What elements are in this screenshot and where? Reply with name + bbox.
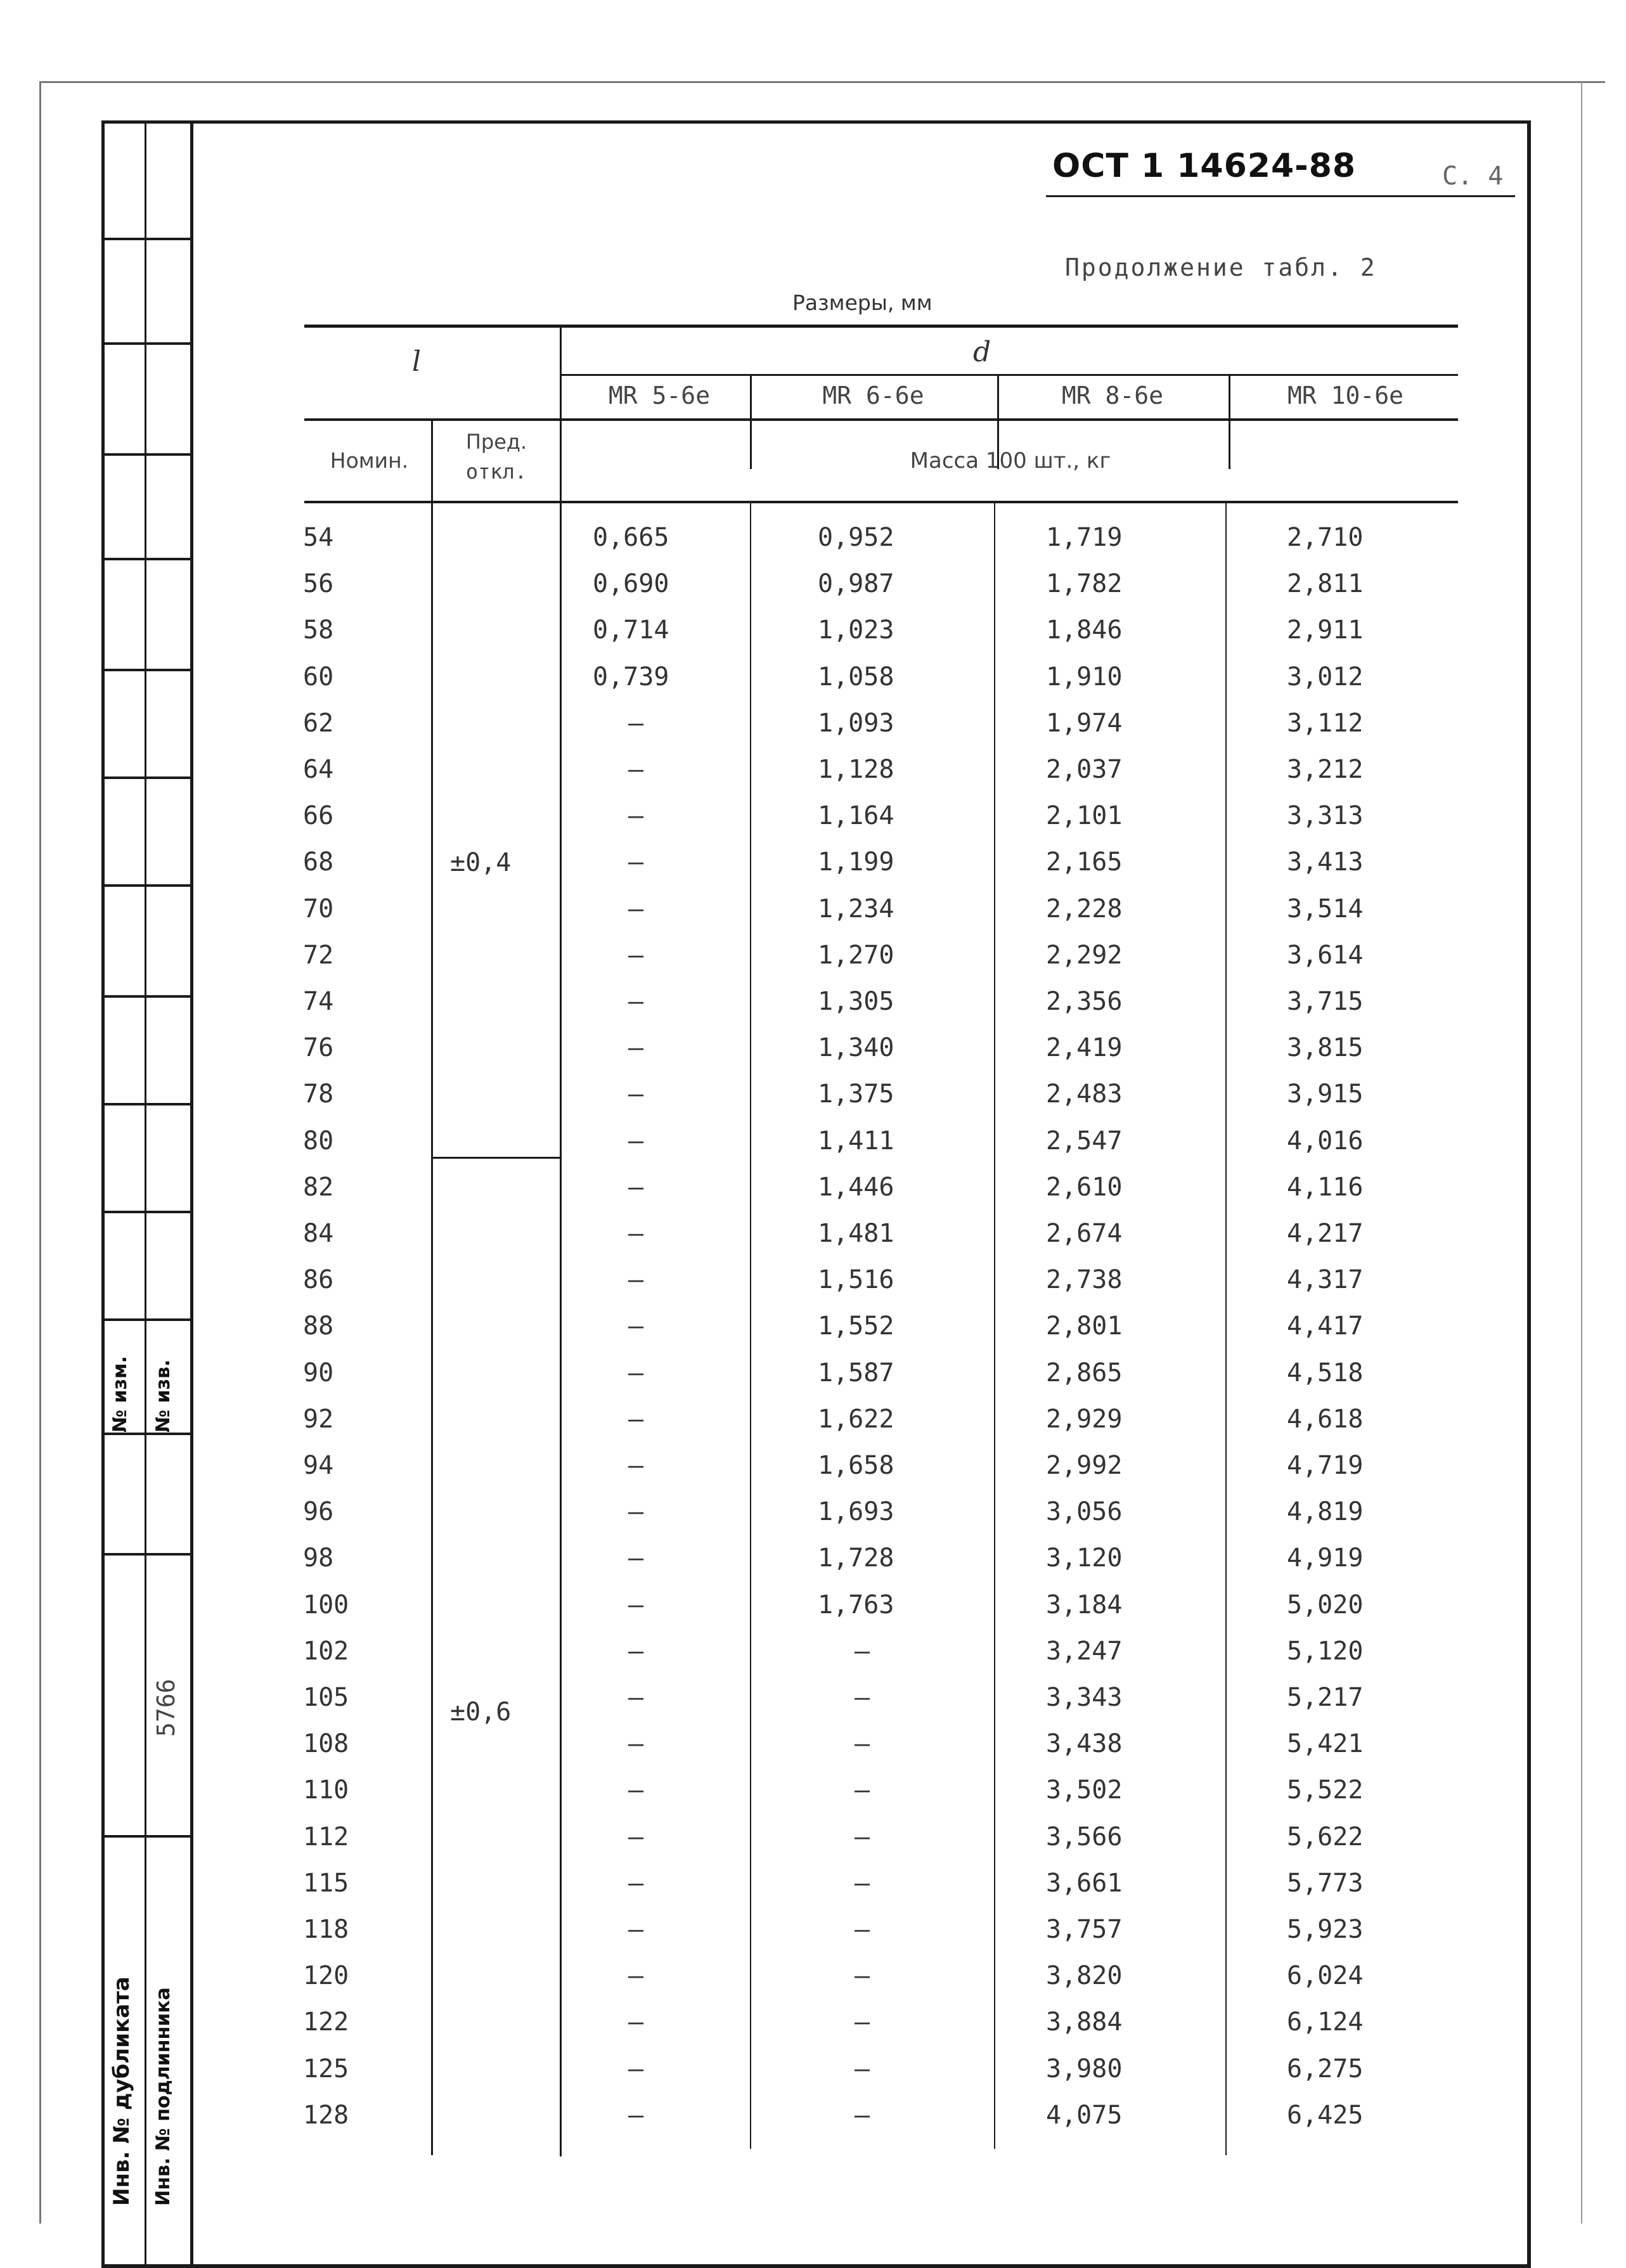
mass-cell-mr10: 6,124 — [1287, 2007, 1364, 2037]
mass-cell-mr8: 4,075 — [1046, 2101, 1123, 2130]
mass-cell-mr5: – — [628, 1590, 644, 1620]
mass-cell-mr10: 5,622 — [1287, 1822, 1364, 1852]
mass-cell-mr5: 0,739 — [593, 662, 669, 692]
mass-cell-mr6: 1,658 — [818, 1451, 894, 1480]
mass-cell-mr5: 0,665 — [593, 523, 669, 552]
tolerance-2: ±0,6 — [450, 1698, 512, 1727]
header-nomin: Номин. — [330, 448, 409, 473]
mass-cell-mr5: – — [628, 1822, 644, 1852]
mass-cell-mr6: 1,481 — [818, 1219, 894, 1248]
mass-cell-mr6: 1,093 — [818, 709, 894, 738]
mass-cell-mr8: 3,056 — [1046, 1497, 1123, 1526]
length-cell: 118 — [303, 1915, 349, 1944]
mass-cell-mr8: 1,846 — [1046, 615, 1123, 645]
mass-cell-mr10: 5,020 — [1287, 1590, 1364, 1620]
mass-cell-mr5: – — [628, 1775, 644, 1805]
mass-cell-mr5: – — [628, 1543, 644, 1573]
mass-cell-mr8: 2,101 — [1046, 801, 1123, 830]
length-cell: 74 — [303, 987, 334, 1016]
length-cell: 115 — [303, 1869, 349, 1898]
page-edge-right — [1581, 81, 1582, 2224]
mass-cell-mr5: – — [628, 1358, 644, 1388]
mass-cell-mr6: – — [854, 1683, 870, 1712]
doc-code: ОСТ 1 14624-88 — [1052, 147, 1357, 185]
mass-cell-mr6: – — [854, 1637, 870, 1666]
header-mr5: MR 5-6e — [608, 382, 711, 409]
mass-cell-mr5: – — [628, 847, 644, 877]
header-pred-1: Пред. — [465, 430, 527, 454]
length-cell: 84 — [303, 1219, 334, 1248]
mass-cell-mr6: 1,270 — [818, 941, 894, 970]
mass-cell-mr8: 3,566 — [1046, 1822, 1123, 1852]
header-l: l — [412, 345, 422, 378]
mass-cell-mr6: 1,340 — [818, 1033, 894, 1062]
mass-cell-mr10: 3,413 — [1287, 847, 1364, 877]
mass-cell-mr6: 1,552 — [818, 1311, 894, 1341]
length-cell: 98 — [303, 1543, 334, 1573]
mass-cell-mr8: 2,992 — [1046, 1451, 1123, 1480]
header-pred-2: откл. — [465, 460, 527, 484]
mass-cell-mr6: – — [854, 2054, 870, 2084]
mass-cell-mr10: 4,518 — [1287, 1358, 1364, 1388]
mass-cell-mr10: 3,614 — [1287, 941, 1364, 970]
duplicate-number: 5766 — [152, 1678, 180, 1737]
mass-cell-mr10: 3,514 — [1287, 894, 1364, 924]
mass-cell-mr5: – — [628, 2101, 644, 2130]
length-cell: 88 — [303, 1311, 334, 1341]
length-cell: 102 — [303, 1637, 349, 1666]
tolerance-1: ±0,4 — [450, 848, 512, 877]
mass-cell-mr8: 2,165 — [1046, 847, 1123, 877]
length-cell: 86 — [303, 1265, 334, 1294]
mass-cell-mr10: 3,915 — [1287, 1079, 1364, 1109]
mass-cell-mr6: 1,763 — [818, 1590, 894, 1620]
mass-cell-mr8: 2,738 — [1046, 1265, 1123, 1294]
length-cell: 122 — [303, 2007, 349, 2037]
mass-cell-mr10: 4,016 — [1287, 1126, 1364, 1156]
mass-cell-mr6: 1,693 — [818, 1497, 894, 1526]
length-cell: 66 — [303, 801, 334, 830]
mass-cell-mr8: 2,865 — [1046, 1358, 1123, 1388]
mass-cell-mr5: – — [628, 1683, 644, 1712]
mass-cell-mr8: 1,719 — [1046, 523, 1123, 552]
mass-cell-mr5: – — [628, 941, 644, 970]
mass-cell-mr8: 3,343 — [1046, 1683, 1123, 1712]
mass-cell-mr8: 2,037 — [1046, 755, 1123, 784]
mass-cell-mr8: 3,438 — [1046, 1729, 1123, 1758]
mass-cell-mr6: 1,622 — [818, 1405, 894, 1434]
izm-label: № изм. — [109, 1356, 131, 1433]
length-cell: 54 — [303, 523, 334, 552]
mass-cell-mr5: – — [628, 987, 644, 1016]
mass-cell-mr5: – — [628, 1033, 644, 1062]
mass-cell-mr5: – — [628, 1126, 644, 1156]
izv-label: № изв. — [152, 1359, 174, 1433]
mass-cell-mr10: 3,715 — [1287, 987, 1364, 1016]
mass-cell-mr10: 5,773 — [1287, 1869, 1364, 1898]
mass-cell-mr6: 1,375 — [818, 1079, 894, 1109]
mass-cell-mr10: 6,425 — [1287, 2101, 1364, 2130]
mass-cell-mr8: 3,820 — [1046, 1961, 1123, 1990]
mass-cell-mr6: 1,058 — [818, 662, 894, 692]
mass-cell-mr6: 1,516 — [818, 1265, 894, 1294]
mass-cell-mr10: 6,024 — [1287, 1961, 1364, 1990]
mass-cell-mr10: 5,421 — [1287, 1729, 1364, 1758]
mass-cell-mr6: – — [854, 2007, 870, 2037]
doc-code-underline — [1046, 195, 1515, 197]
mass-cell-mr8: 1,974 — [1046, 709, 1123, 738]
mass-cell-mr6: 1,446 — [818, 1173, 894, 1202]
mass-cell-mr5: – — [628, 1869, 644, 1898]
mass-cell-mr10: 4,719 — [1287, 1451, 1364, 1480]
mass-cell-mr8: 1,782 — [1046, 569, 1123, 598]
mass-cell-mr8: 2,419 — [1046, 1033, 1123, 1062]
mass-cell-mr6: – — [854, 1822, 870, 1852]
page-edge-left — [39, 81, 41, 2224]
mass-cell-mr8: 2,356 — [1046, 987, 1123, 1016]
mass-cell-mr5: – — [628, 2054, 644, 2084]
mass-cell-mr5: – — [628, 709, 644, 738]
mass-cell-mr6: 1,728 — [818, 1543, 894, 1573]
length-cell: 58 — [303, 615, 334, 645]
mass-cell-mr5: 0,690 — [593, 569, 669, 598]
mass-cell-mr10: 4,217 — [1287, 1219, 1364, 1248]
length-cell: 62 — [303, 709, 334, 738]
mass-cell-mr10: 4,819 — [1287, 1497, 1364, 1526]
length-cell: 128 — [303, 2101, 349, 2130]
length-cell: 92 — [303, 1405, 334, 1434]
length-cell: 105 — [303, 1683, 349, 1712]
length-cell: 76 — [303, 1033, 334, 1062]
length-cell: 94 — [303, 1451, 334, 1480]
mass-cell-mr5: – — [628, 894, 644, 924]
mass-cell-mr6: – — [854, 1961, 870, 1990]
mass-cell-mr8: 3,120 — [1046, 1543, 1123, 1573]
mass-cell-mr10: 4,317 — [1287, 1265, 1364, 1294]
mass-cell-mr6: 0,987 — [818, 569, 894, 598]
mass-cell-mr8: 1,910 — [1046, 662, 1123, 692]
mass-cell-mr8: 2,547 — [1046, 1126, 1123, 1156]
mass-cell-mr8: 2,483 — [1046, 1079, 1123, 1109]
mass-cell-mr6: 1,305 — [818, 987, 894, 1016]
mass-cell-mr6: 1,128 — [818, 755, 894, 784]
mass-cell-mr6: 1,411 — [818, 1126, 894, 1156]
mass-cell-mr8: 3,661 — [1046, 1869, 1123, 1898]
length-cell: 100 — [303, 1590, 349, 1620]
mass-cell-mr10: 5,522 — [1287, 1775, 1364, 1805]
header-mr6: MR 6-6e — [822, 382, 924, 409]
mass-cell-mr10: 3,212 — [1287, 755, 1364, 784]
mass-cell-mr10: 4,116 — [1287, 1173, 1364, 1202]
mass-cell-mr8: 3,980 — [1046, 2054, 1123, 2084]
length-cell: 96 — [303, 1497, 334, 1526]
mass-cell-mr6: 1,164 — [818, 801, 894, 830]
continuation-label: Продолжение табл. 2 — [1065, 254, 1377, 281]
mass-cell-mr10: 3,313 — [1287, 801, 1364, 830]
length-cell: 112 — [303, 1822, 349, 1852]
mass-cell-mr8: 2,801 — [1046, 1311, 1123, 1341]
length-cell: 68 — [303, 847, 334, 877]
length-cell: 72 — [303, 941, 334, 970]
mass-cell-mr5: – — [628, 755, 644, 784]
mass-cell-mr8: 2,929 — [1046, 1405, 1123, 1434]
mass-cell-mr10: 5,217 — [1287, 1683, 1364, 1712]
mass-cell-mr5: – — [628, 1637, 644, 1666]
mass-cell-mr6: – — [854, 1729, 870, 1758]
header-d: d — [973, 336, 991, 368]
mass-cell-mr5: – — [628, 1173, 644, 1202]
mass-cell-mr8: 2,228 — [1046, 894, 1123, 924]
mass-cell-mr5: – — [628, 1451, 644, 1480]
length-cell: 110 — [303, 1775, 349, 1805]
mass-cell-mr5: – — [628, 1265, 644, 1294]
mass-cell-mr10: 2,710 — [1287, 523, 1364, 552]
mass-cell-mr8: 3,884 — [1046, 2007, 1123, 2037]
mass-cell-mr6: – — [854, 1915, 870, 1944]
inv-dup-label: Инв. № дубликата — [109, 1976, 134, 2206]
mass-cell-mr5: – — [628, 1219, 644, 1248]
mass-cell-mr8: 2,292 — [1046, 941, 1123, 970]
mass-cell-mr5: – — [628, 1497, 644, 1526]
mass-cell-mr8: 3,184 — [1046, 1590, 1123, 1620]
mass-cell-mr6: – — [854, 2101, 870, 2130]
page-number: С. 4 — [1442, 162, 1504, 191]
length-cell: 125 — [303, 2054, 349, 2084]
mass-cell-mr10: 4,618 — [1287, 1405, 1364, 1434]
mass-cell-mr5: – — [628, 1961, 644, 1990]
mass-cell-mr10: 5,120 — [1287, 1637, 1364, 1666]
length-cell: 80 — [303, 1126, 334, 1156]
mass-cell-mr6: – — [854, 1869, 870, 1898]
length-cell: 64 — [303, 755, 334, 784]
mass-cell-mr5: – — [628, 801, 644, 830]
length-cell: 90 — [303, 1358, 334, 1388]
mass-cell-mr10: 3,012 — [1287, 662, 1364, 692]
length-cell: 82 — [303, 1173, 334, 1202]
mass-cell-mr5: 0,714 — [593, 615, 669, 645]
mass-cell-mr10: 6,275 — [1287, 2054, 1364, 2084]
mass-cell-mr5: – — [628, 1729, 644, 1758]
length-cell: 108 — [303, 1729, 349, 1758]
mass-cell-mr5: – — [628, 1405, 644, 1434]
mass-cell-mr6: 1,234 — [818, 894, 894, 924]
mass-cell-mr10: 3,112 — [1287, 709, 1364, 738]
mass-cell-mr10: 3,815 — [1287, 1033, 1364, 1062]
length-cell: 56 — [303, 569, 334, 598]
mass-cell-mr5: – — [628, 1311, 644, 1341]
mass-cell-mr6: 0,952 — [818, 523, 894, 552]
mass-cell-mr5: – — [628, 1079, 644, 1109]
mass-cell-mr10: 2,811 — [1287, 569, 1364, 598]
length-cell: 120 — [303, 1961, 349, 1990]
mass-cell-mr6: 1,199 — [818, 847, 894, 877]
page-edge-top — [39, 81, 1605, 83]
mass-cell-mr6: – — [854, 1775, 870, 1805]
mass-cell-mr8: 3,247 — [1046, 1637, 1123, 1666]
units-label: Размеры, мм — [792, 290, 932, 315]
mass-cell-mr8: 2,674 — [1046, 1219, 1123, 1248]
mass-cell-mr6: 1,587 — [818, 1358, 894, 1388]
mass-cell-mr8: 3,757 — [1046, 1915, 1123, 1944]
mass-cell-mr10: 4,919 — [1287, 1543, 1364, 1573]
length-cell: 60 — [303, 662, 334, 692]
length-cell: 70 — [303, 894, 334, 924]
header-mass: Масса 100 шт., кг — [910, 448, 1111, 474]
mass-cell-mr5: – — [628, 1915, 644, 1944]
inv-orig-label: Инв. № подлинника — [152, 1987, 174, 2206]
mass-cell-mr8: 2,610 — [1046, 1173, 1123, 1202]
mass-cell-mr10: 2,911 — [1287, 615, 1364, 645]
mass-cell-mr6: 1,023 — [818, 615, 894, 645]
header-mr8: MR 8-6e — [1061, 382, 1164, 409]
mass-cell-mr10: 4,417 — [1287, 1311, 1364, 1341]
length-cell: 78 — [303, 1079, 334, 1109]
mass-cell-mr5: – — [628, 2007, 644, 2037]
mass-cell-mr10: 5,923 — [1287, 1915, 1364, 1944]
mass-cell-mr8: 3,502 — [1046, 1775, 1123, 1805]
header-mr10: MR 10-6e — [1287, 382, 1404, 409]
